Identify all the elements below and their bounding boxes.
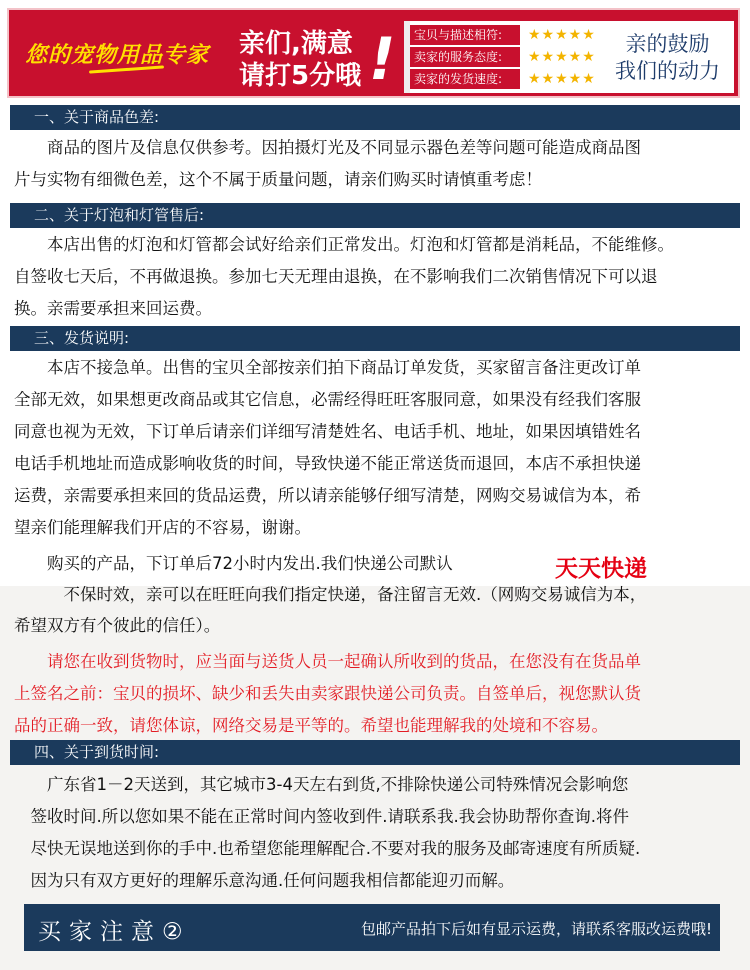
headline-line-1: 亲们,满意 bbox=[239, 29, 353, 59]
text-line: 本店不接急单。出售的宝贝全部按亲们拍下商品订单发货，买家留言备注更改订单 bbox=[14, 358, 641, 377]
text-line: 自签收七天后，不再做退换。参加七天无理由退换，在不影响我们二次销售情况下可以退 bbox=[14, 267, 658, 286]
rating-label: 卖家的服务态度: bbox=[410, 47, 520, 67]
header-banner bbox=[7, 8, 740, 98]
text-line: 全部无效，如果想更改商品或其它信息，必需经得旺旺客服同意，如果没有经我们客服 bbox=[14, 390, 641, 409]
footer-note: 包邮产品拍下后如有显示运费，请联系客服改运费哦! bbox=[360, 920, 712, 938]
text-line: 本店出售的灯泡和灯管都会试好给亲们正常发出。灯泡和灯管都是消耗品，不能维修。 bbox=[14, 235, 674, 254]
encouragement bbox=[615, 31, 720, 85]
section-heading: 四、关于到货时间: bbox=[10, 740, 740, 765]
footer-title: 买家注意② bbox=[38, 919, 191, 945]
text-line: 签收时间.所以您如果不能在正常时间内签收到件.请联系我.我会协助帮你查询.将件 bbox=[14, 807, 629, 826]
section-body bbox=[14, 352, 742, 544]
text-line: 购买的产品，下订单后72小时内发出.我们快递公司默认 bbox=[14, 554, 453, 573]
text-line: 尽快无误地送到你的手中.也希望您能理解配合.不要对我的服务及邮寄速度有所质疑. bbox=[14, 839, 641, 858]
headline bbox=[239, 28, 361, 92]
encouragement-line-2: 我们的动力 bbox=[615, 59, 720, 83]
text-line: 电话手机地址而造成影响收货的时间，导致快递不能正常送货而退回，本店不承担快递 bbox=[14, 454, 641, 473]
star-rating-icon: ★★★★★ bbox=[528, 27, 596, 43]
warning-text bbox=[14, 646, 742, 742]
text-line: 望亲们能理解我们开店的不容易，谢谢。 bbox=[14, 518, 311, 537]
section-heading: 三、发货说明: bbox=[10, 326, 740, 351]
text-line: 请您在收到货物时，应当面与送货人员一起确认所收到的货品，在您没有在货品单 bbox=[14, 652, 641, 671]
encouragement-line-1: 亲的鼓励 bbox=[625, 32, 710, 56]
text-line: 运费，亲需要承担来回的货品运费，所以请亲能够仔细写清楚，网购交易诚信为本，希 bbox=[14, 486, 641, 505]
section-heading: 二、关于灯泡和灯管售后: bbox=[10, 203, 740, 228]
section-body bbox=[14, 769, 742, 897]
rating-box bbox=[404, 21, 734, 93]
text-line: 商品的图片及信息仅供参考。因拍摄灯光及不同显示器色差等问题可能造成商品图 bbox=[14, 138, 641, 157]
text-line: 不保时效，亲可以在旺旺向我们指定快递，备注留言无效.（网购交易诚信为本， bbox=[14, 585, 647, 604]
section-body bbox=[14, 229, 742, 325]
text-line: 换。亲需要承担来回运费。 bbox=[14, 299, 212, 318]
exclamation-mark: ! bbox=[369, 25, 396, 93]
rating-label: 宝贝与描述相符: bbox=[410, 25, 520, 45]
default-courier: 天天快递 bbox=[555, 556, 647, 582]
footer-notice bbox=[24, 904, 720, 951]
text-line: 广东省1－2天送到，其它城市3-4天左右到货,不排除快递公司特殊情况会影响您 bbox=[14, 775, 629, 794]
section-heading: 一、关于商品色差: bbox=[10, 105, 740, 130]
text-line: 希望双方有个彼此的信任）。 bbox=[14, 616, 221, 635]
section-body bbox=[14, 132, 742, 196]
text-line: 片与实物有细微色差，这个不属于质量问题，请亲们购买时请慎重考虑！ bbox=[14, 170, 542, 189]
text-line: 同意也视为无效，下订单后请亲们详细写清楚姓名、电话手机、地址，如果因填错姓名 bbox=[14, 422, 641, 441]
star-rating-icon: ★★★★★ bbox=[528, 49, 596, 65]
headline-line-2: 请打5分哦 bbox=[239, 61, 362, 91]
star-rating-icon: ★★★★★ bbox=[528, 71, 596, 87]
text-line: 品的正确一致，请您体谅，网络交易是平等的。希望也能理解我的处境和不容易。 bbox=[14, 716, 608, 735]
slogan: 您的宠物用品专家 bbox=[25, 42, 210, 68]
text-line: 因为只有双方更好的理解乐意沟通.任何问题我相信都能迎刃而解。 bbox=[14, 871, 515, 890]
rating-label: 卖家的发货速度: bbox=[410, 69, 520, 89]
text-line: 上签名之前：宝贝的损坏、缺少和丢失由卖家跟快递公司负责。自签单后，视您默认货 bbox=[14, 684, 641, 703]
